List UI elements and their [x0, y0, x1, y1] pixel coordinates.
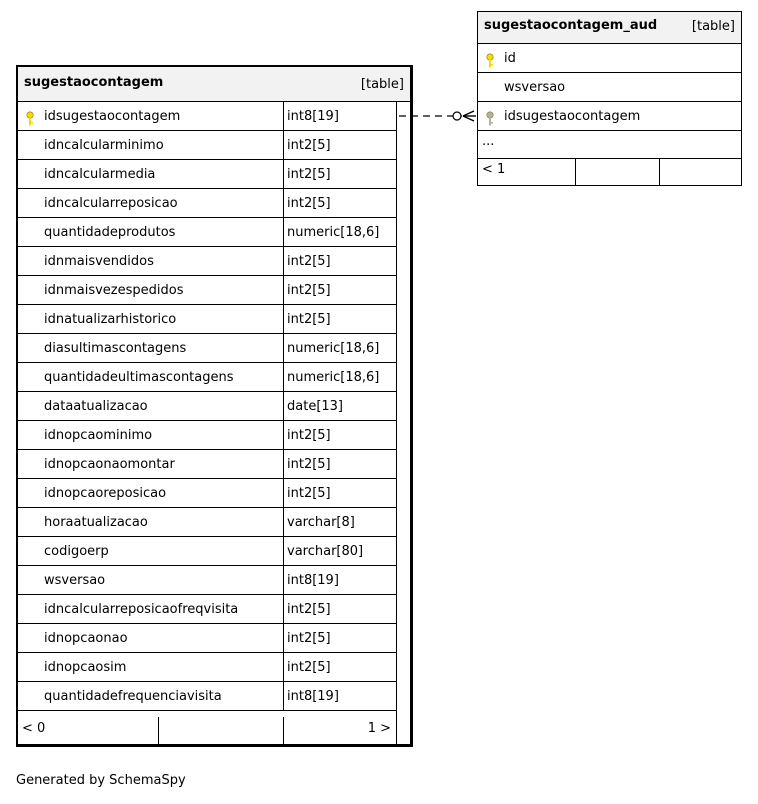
column-type: int2[5] — [283, 131, 396, 159]
column-type: int2[5] — [283, 189, 396, 217]
column-name: quantidadeprodutos — [44, 225, 176, 240]
table-row[interactable] — [18, 537, 396, 566]
column-type: numeric[18,6] — [283, 334, 396, 362]
table-row[interactable] — [18, 276, 396, 305]
column-name: idsugestaocontagem — [44, 109, 181, 124]
column-name: idncalcularreposicaofreqvisita — [44, 602, 239, 617]
table-row[interactable] — [18, 450, 396, 479]
column-name: idnatualizarhistorico — [44, 312, 177, 327]
ellipsis-row — [478, 131, 741, 159]
table-row[interactable] — [478, 102, 741, 131]
column-name: quantidadefrequenciavisita — [44, 689, 222, 704]
column-type: numeric[18,6] — [283, 218, 396, 246]
column-name: wsversao — [44, 573, 106, 588]
parents-count: < 0 — [22, 721, 46, 736]
table-row[interactable] — [18, 363, 396, 392]
column-type: int2[5] — [283, 305, 396, 333]
column-name: idnopcaosim — [44, 660, 127, 675]
column-type: int2[5] — [283, 479, 396, 507]
table-row[interactable] — [478, 73, 741, 102]
crowfoot-top — [463, 111, 474, 116]
children-count: 1 > — [283, 717, 396, 744]
column-name: diasultimascontagens — [44, 341, 187, 356]
table-row[interactable] — [18, 189, 396, 218]
table-row[interactable] — [18, 479, 396, 508]
footer-spacer — [158, 717, 283, 744]
column-type: int8[19] — [283, 682, 396, 710]
table-header — [478, 12, 741, 44]
column-type: int2[5] — [283, 624, 396, 652]
column-type: int2[5] — [283, 450, 396, 478]
column-name: idncalcularmedia — [44, 167, 156, 182]
column-name: horaatualizacao — [44, 515, 148, 530]
column-name: idnopcaonaomontar — [44, 457, 175, 472]
table-sugestaocontagem[interactable] — [16, 65, 413, 747]
table-row[interactable] — [18, 218, 396, 247]
column-name: dataatualizacao — [44, 399, 148, 414]
column-name: wsversao — [504, 80, 566, 95]
table-footer — [478, 159, 741, 185]
column-type: varchar[8] — [283, 508, 396, 536]
column-name: idncalcularminimo — [44, 138, 164, 153]
column-name: idncalcularreposicao — [44, 196, 178, 211]
column-name: idnopcaominimo — [44, 428, 153, 443]
table-row[interactable] — [18, 160, 396, 189]
table-row[interactable] — [18, 566, 396, 595]
column-name: idnmaisvendidos — [44, 254, 154, 269]
table-row[interactable] — [18, 508, 396, 537]
ellipsis: ... — [482, 134, 495, 149]
column-type: int2[5] — [283, 276, 396, 304]
column-type: varchar[80] — [283, 537, 396, 565]
column-name: id — [504, 51, 516, 66]
table-row[interactable] — [18, 102, 396, 131]
column-type: int2[5] — [283, 595, 396, 623]
table-row[interactable] — [18, 421, 396, 450]
table-name: sugestaocontagem — [24, 75, 164, 90]
column-type: numeric[18,6] — [283, 363, 396, 391]
column-name: codigoerp — [44, 544, 109, 559]
table-row[interactable] — [18, 334, 396, 363]
footer-spacer — [575, 159, 659, 185]
table-row[interactable] — [18, 653, 396, 682]
column-type: int8[19] — [283, 566, 396, 594]
table-row[interactable] — [18, 682, 396, 711]
column-type: int2[5] — [283, 653, 396, 681]
crowfoot-bottom — [463, 116, 474, 121]
table-row[interactable] — [18, 392, 396, 421]
table-name: sugestaocontagem_aud — [484, 18, 658, 33]
zero-marker — [453, 112, 461, 120]
column-name: idsugestaocontagem — [504, 109, 641, 124]
table-row[interactable] — [478, 44, 741, 73]
footer-spacer — [659, 159, 741, 185]
column-type: int2[5] — [283, 421, 396, 449]
table-row[interactable] — [18, 247, 396, 276]
table-kind: [table] — [360, 77, 404, 92]
table-row[interactable] — [18, 595, 396, 624]
table-footer — [18, 717, 396, 744]
parents-count: < 1 — [482, 162, 506, 177]
table-right-gutter — [396, 102, 397, 744]
table-kind: [table] — [691, 19, 735, 34]
column-name: idnopcaoreposicao — [44, 486, 167, 501]
table-sugestaocontagem-aud[interactable] — [477, 11, 742, 186]
column-type: date[13] — [283, 392, 396, 420]
column-name: quantidadeultimascontagens — [44, 370, 234, 385]
credit-text: Generated by SchemaSpy — [16, 773, 186, 788]
column-name: idnopcaonao — [44, 631, 128, 646]
table-row[interactable] — [18, 305, 396, 334]
column-type: int2[5] — [283, 160, 396, 188]
table-row[interactable] — [18, 624, 396, 653]
table-row[interactable] — [18, 131, 396, 160]
column-type: int2[5] — [283, 247, 396, 275]
column-type: int8[19] — [283, 102, 396, 130]
table-header — [18, 67, 410, 102]
column-name: idnmaisvezespedidos — [44, 283, 184, 298]
